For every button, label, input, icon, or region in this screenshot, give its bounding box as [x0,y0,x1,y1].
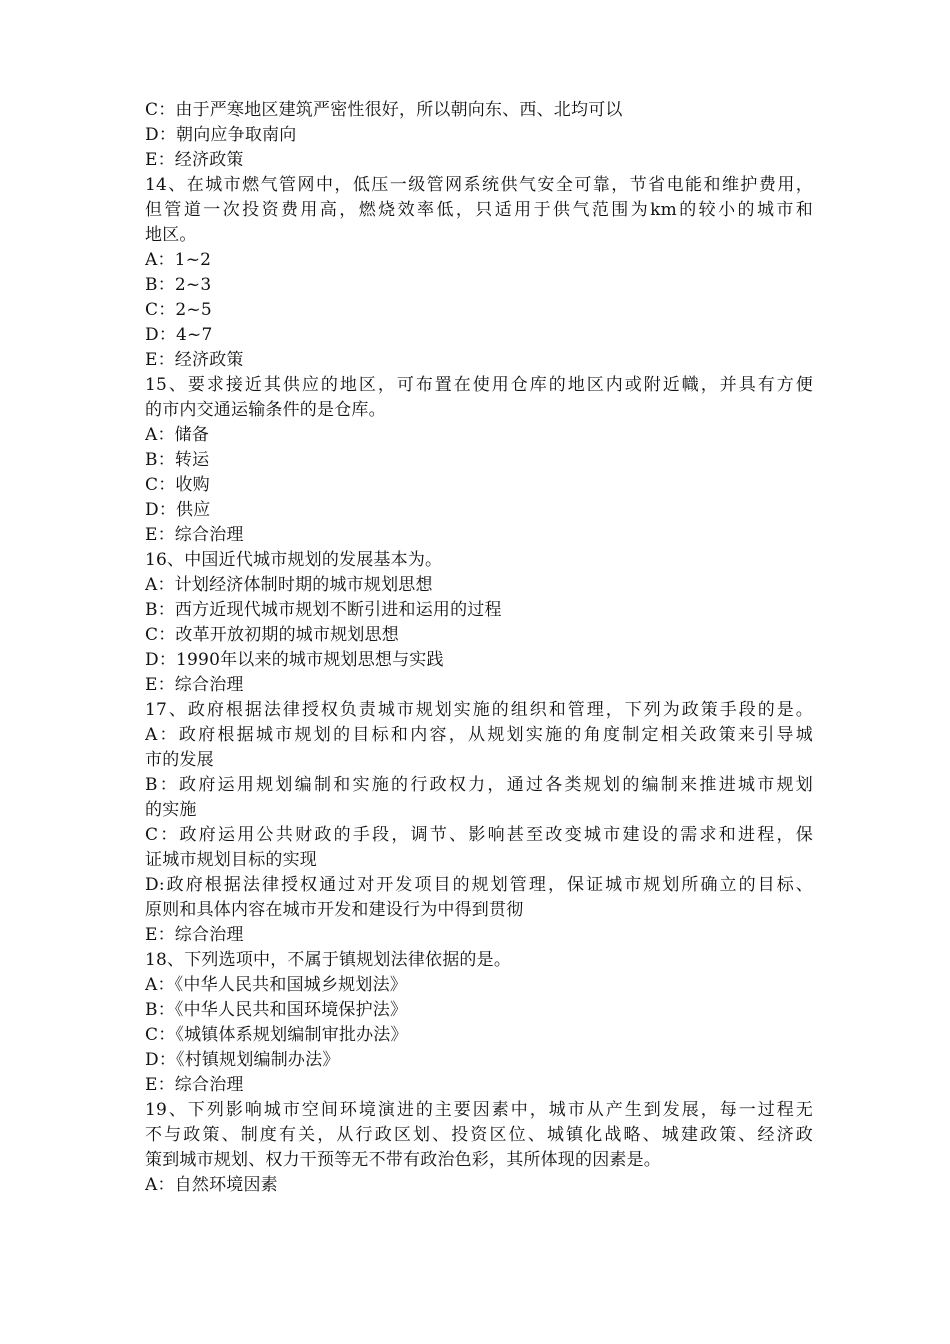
question-14-line: 但管道一次投资费用高，燃烧效率低，只适用于供气范围为km的较小的城市和 [145,200,813,220]
option-line: D:政府根据法律授权通过对开发项目的规划管理，保证城市规划所确立的目标、 [145,875,813,895]
option-line: A：《中华人民共和国城乡规划法》 [145,975,407,995]
option-line: D：朝向应争取南向 [145,125,297,145]
question-18-line: 18、下列选项中，不属于镇规划法律依据的是。 [145,950,512,970]
question-17-line: 17、政府根据法律授权负责城市规划实施的组织和管理，下列为政策手段的是。 [145,700,813,720]
option-line: 证城市规划目标的实现 [145,850,317,870]
question-16-line: 16、中国近代城市规划的发展基本为。 [145,550,443,570]
option-line: E：综合治理 [145,675,244,695]
option-line: D：4~7 [145,325,213,345]
option-line: 原则和具体内容在城市开发和建设行为中得到贯彻 [145,900,524,920]
question-19-line: 策到城市规划、权力干预等无不带有政治色彩，其所体现的因素是。 [145,1150,661,1170]
question-19-line: 不与政策、制度有关，从行政区划、投资区位、城镇化战略、城建政策、经济政 [145,1125,813,1145]
option-line: A：计划经济体制时期的城市规划思想 [145,575,433,595]
question-15-line: 的市内交通运输条件的是仓库。 [145,400,386,420]
document-page [145,98,813,1198]
option-line: E：综合治理 [145,1075,244,1095]
option-line: 的实施 [145,800,197,820]
option-line: 市的发展 [145,750,214,770]
option-line: B：2~3 [145,275,212,295]
option-line: E：经济政策 [145,150,244,170]
option-line: A：1~2 [145,250,212,270]
option-line: C：由于严寒地区建筑严密性很好，所以朝向东、西、北均可以 [145,100,623,120]
option-line: E：综合治理 [145,525,244,545]
option-line: C：2~5 [145,300,212,320]
option-line: A：自然环境因素 [145,1175,278,1195]
option-line: D：1990年以来的城市规划思想与实践 [145,650,444,670]
option-line: B：西方近现代城市规划不断引进和运用的过程 [145,600,502,620]
option-line: A：储备 [145,425,210,445]
question-19-line: 19、下列影响城市空间环境演进的主要因素中，城市从产生到发展，每一过程无 [145,1100,813,1120]
option-line: E：经济政策 [145,350,244,370]
option-line: C：政府运用公共财政的手段，调节、影响甚至改变城市建设的需求和进程，保 [145,825,813,845]
question-14-line: 地区。 [145,225,197,245]
option-line: C：收购 [145,475,210,495]
option-line: A：政府根据城市规划的目标和内容，从规划实施的角度制定相关政策来引导城 [145,725,813,745]
option-line: D：《村镇规划编制办法》 [145,1050,340,1070]
option-line: E：综合治理 [145,925,244,945]
option-line: C：《城镇体系规划编制审批办法》 [145,1025,408,1045]
option-line: B：政府运用规划编制和实施的行政权力，通过各类规划的编制来推进城市规划 [145,775,813,795]
option-line: B：《中华人民共和国环境保护法》 [145,1000,408,1020]
option-line: D：供应 [145,500,211,520]
option-line: B：转运 [145,450,210,470]
option-line: C：改革开放初期的城市规划思想 [145,625,400,645]
question-15-line: 15、要求接近其供应的地区，可布置在使用仓库的地区内或附近幟，并具有方便 [145,375,813,395]
question-14-line: 14、在城市燃气管网中，低压一级管网系统供气安全可靠，节省电能和维护费用， [145,175,813,195]
